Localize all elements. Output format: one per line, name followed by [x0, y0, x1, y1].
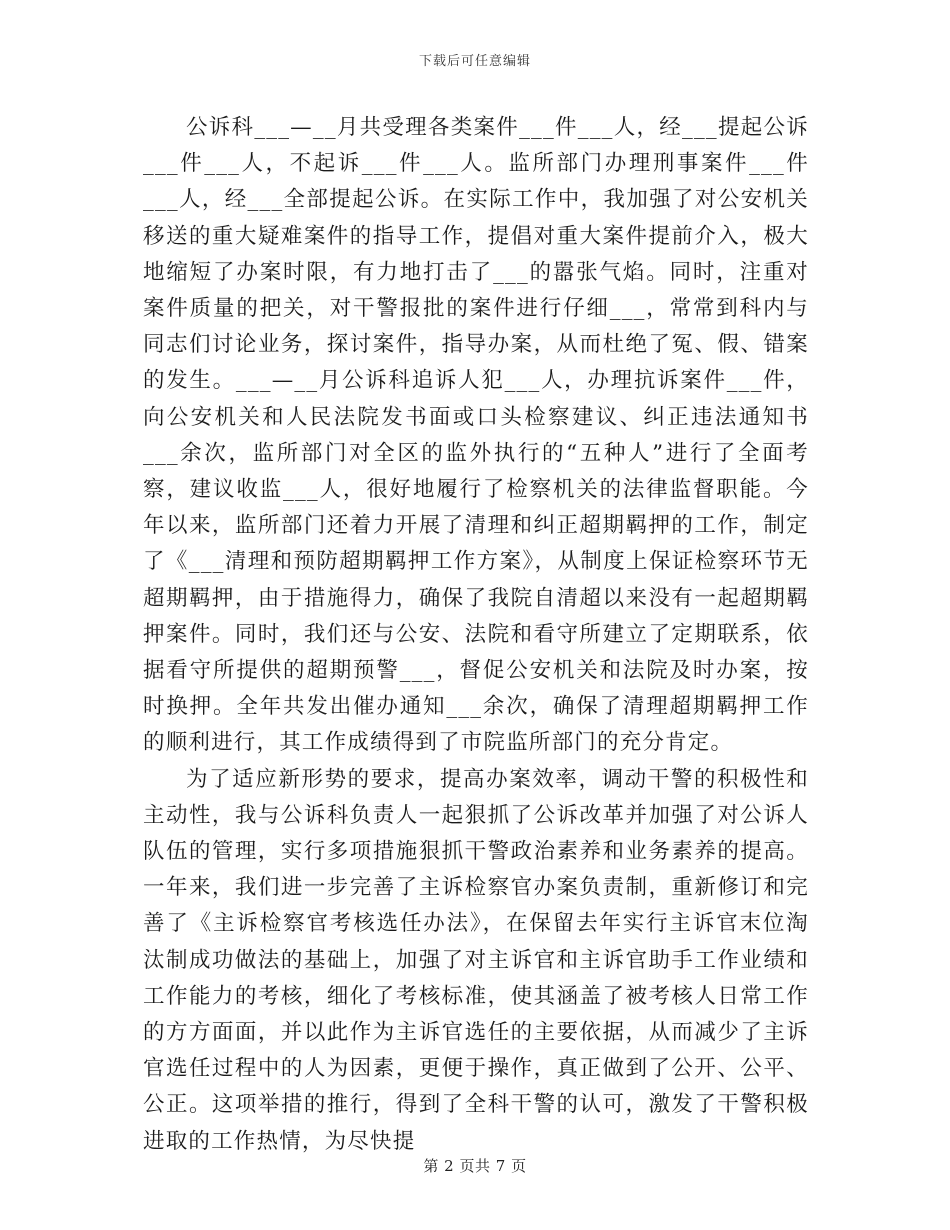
page-header: 下载后可任意编辑	[418, 54, 531, 69]
paragraph-1: 公诉科___—__月共受理各类案件___件___人，经___提起公诉___件___人，不起诉___件___人。监所部门办理刑事案件___件___人，经___全部提起公诉。在实际工作中，我加强了对公安机关移送的重大疑难案件的指导工作，提倡对重大案件提前介入，极大地缩短了办案时限，有力地打击了___的嚣张气焰。同时，注重对案件质量的把关，对干警报批的案件进行仔细___，常常到科内与同志们讨论业务，探讨案件，指导办案，从而杜绝了冤、假、错案的发生。___—__月公诉科追诉人犯___人，办理抗诉案件___件，向公安机关和人民法院发书面或口头检察建议、纠正违法通知书___余次，监所部门对全区的监外执行的“五种人”进行了全面考察，建议收监___人，很好地履行了检察机关的法律监督职能。今年以来，监所部门还着力开展了清理和纠正超期羁押的工作，制定了《___清理和预防超期羁押工作方案》，从制度上保证检察环节无超期羁押，由于措施得力，确保了我院自清超以来没有一起超期羁押案件。同时，我们还与公安、法院和看守所建立了定期联系，依据看守所提供的超期预警___，督促公安机关和法院及时办案，按时换押。全年共发出催办通知___余次，确保了清理超期羁押工作的顺利进行，其工作成绩得到了市院监所部门的充分肯定。	[143, 115, 809, 756]
body-text	[143, 110, 809, 1160]
paragraph-2: 为了适应新形势的要求，提高办案效率，调动干警的积极性和主动性，我与公诉科负责人一起狠抓了公诉改革并加强了对公诉人队伍的管理，实行多项措施狠抓干警政治素养和业务素养的提高。一年来，我们进一步完善了主诉检察官办案负责制，重新修订和完善了《主诉检察官考核选任办法》，在保留去年实行主诉官末位淘汰制成功做法的基础上，加强了对主诉官和主诉官助手工作业绩和工作能力的考核，细化了考核标准，使其涵盖了被考核人日常工作的方方面面，并以此作为主诉官选任的主要依据，从而减少了主诉官选任过程中的人为因素，更便于操作，真正做到了公开、公平、公正。这项举措的推行，得到了全科干警的认可，激发了干警积极进取的工作热情，为尽快提	[143, 766, 809, 1154]
page-footer: 第 2 页共 7 页	[423, 1157, 527, 1175]
